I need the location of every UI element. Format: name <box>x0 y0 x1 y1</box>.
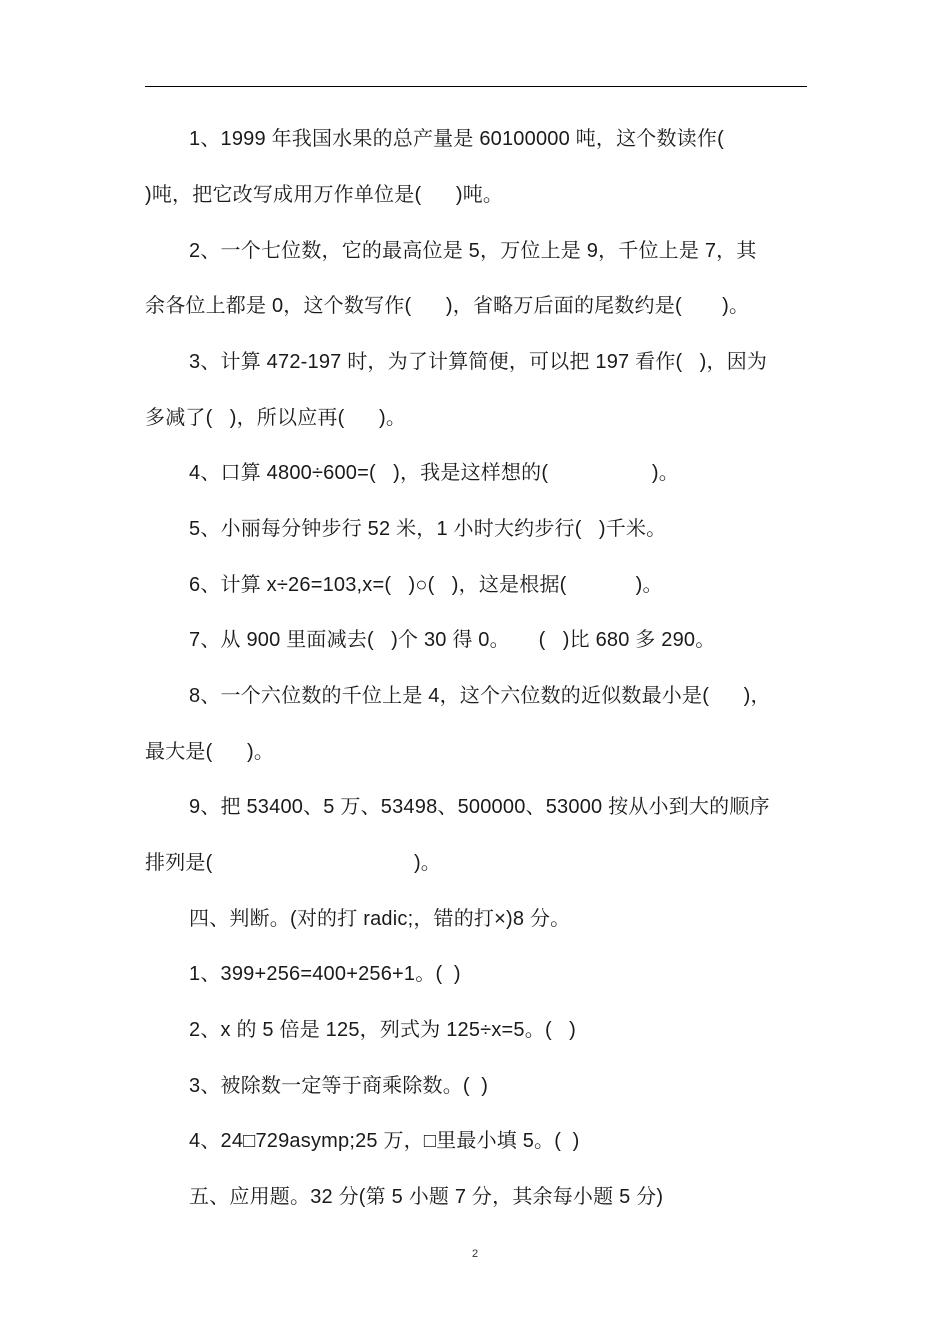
q6-line: 6、计算 x÷26=103,x=( )○( )，这是根据( )。 <box>189 574 663 596</box>
q3-line1: 3、计算 472-197 时，为了计算简便，可以把 197 看作( )，因为 <box>189 351 768 373</box>
q2-line2: 余各位上都是 0，这个数写作( )，省略万后面的尾数约是( )。 <box>145 295 750 317</box>
q5-line: 5、小丽每分钟步行 52 米，1 小时大约步行( )千米。 <box>189 518 667 540</box>
judge-item-4: 4、24□729asymp;25 万，□里最小填 5。( ) <box>189 1130 580 1152</box>
q8-line1: 8、一个六位数的千位上是 4，这个六位数的近似数最小是( )， <box>189 685 771 707</box>
judge-item-3: 3、被除数一定等于商乘除数。( ) <box>189 1075 489 1097</box>
q1-line2: )吨，把它改写成用万作单位是( )吨。 <box>145 184 504 206</box>
q3-line2: 多减了( )，所以应再( )。 <box>145 407 407 429</box>
section5-heading: 五、应用题。32 分(第 5 小题 7 分，其余每小题 5 分) <box>189 1186 664 1208</box>
q4-line: 4、口算 4800÷600=( )，我是这样想的( )。 <box>189 462 679 484</box>
judge-item-2: 2、x 的 5 倍是 125，列式为 125÷x=5。( ) <box>189 1019 576 1041</box>
q1-line1: 1、1999 年我国水果的总产量是 60100000 吨，这个数读作( <box>189 128 724 150</box>
page-number: 2 <box>471 1248 479 1260</box>
q9-line1: 9、把 53400、5 万、53498、500000、53000 按从小到大的顺序 <box>189 796 770 818</box>
q9-line2: 排列是( )。 <box>145 852 442 874</box>
q2-line1: 2、一个七位数，它的最高位是 5，万位上是 9，千位上是 7，其 <box>189 240 757 262</box>
section4-heading: 四、判断。(对的打 radic;，错的打×)8 分。 <box>189 908 571 930</box>
header-rule <box>145 86 807 87</box>
q7-line: 7、从 900 里面减去( )个 30 得 0。 ( )比 680 多 290。 <box>189 629 716 651</box>
judge-item-1: 1、399+256=400+256+1。( ) <box>189 963 461 985</box>
q8-line2: 最大是( )。 <box>145 741 275 763</box>
